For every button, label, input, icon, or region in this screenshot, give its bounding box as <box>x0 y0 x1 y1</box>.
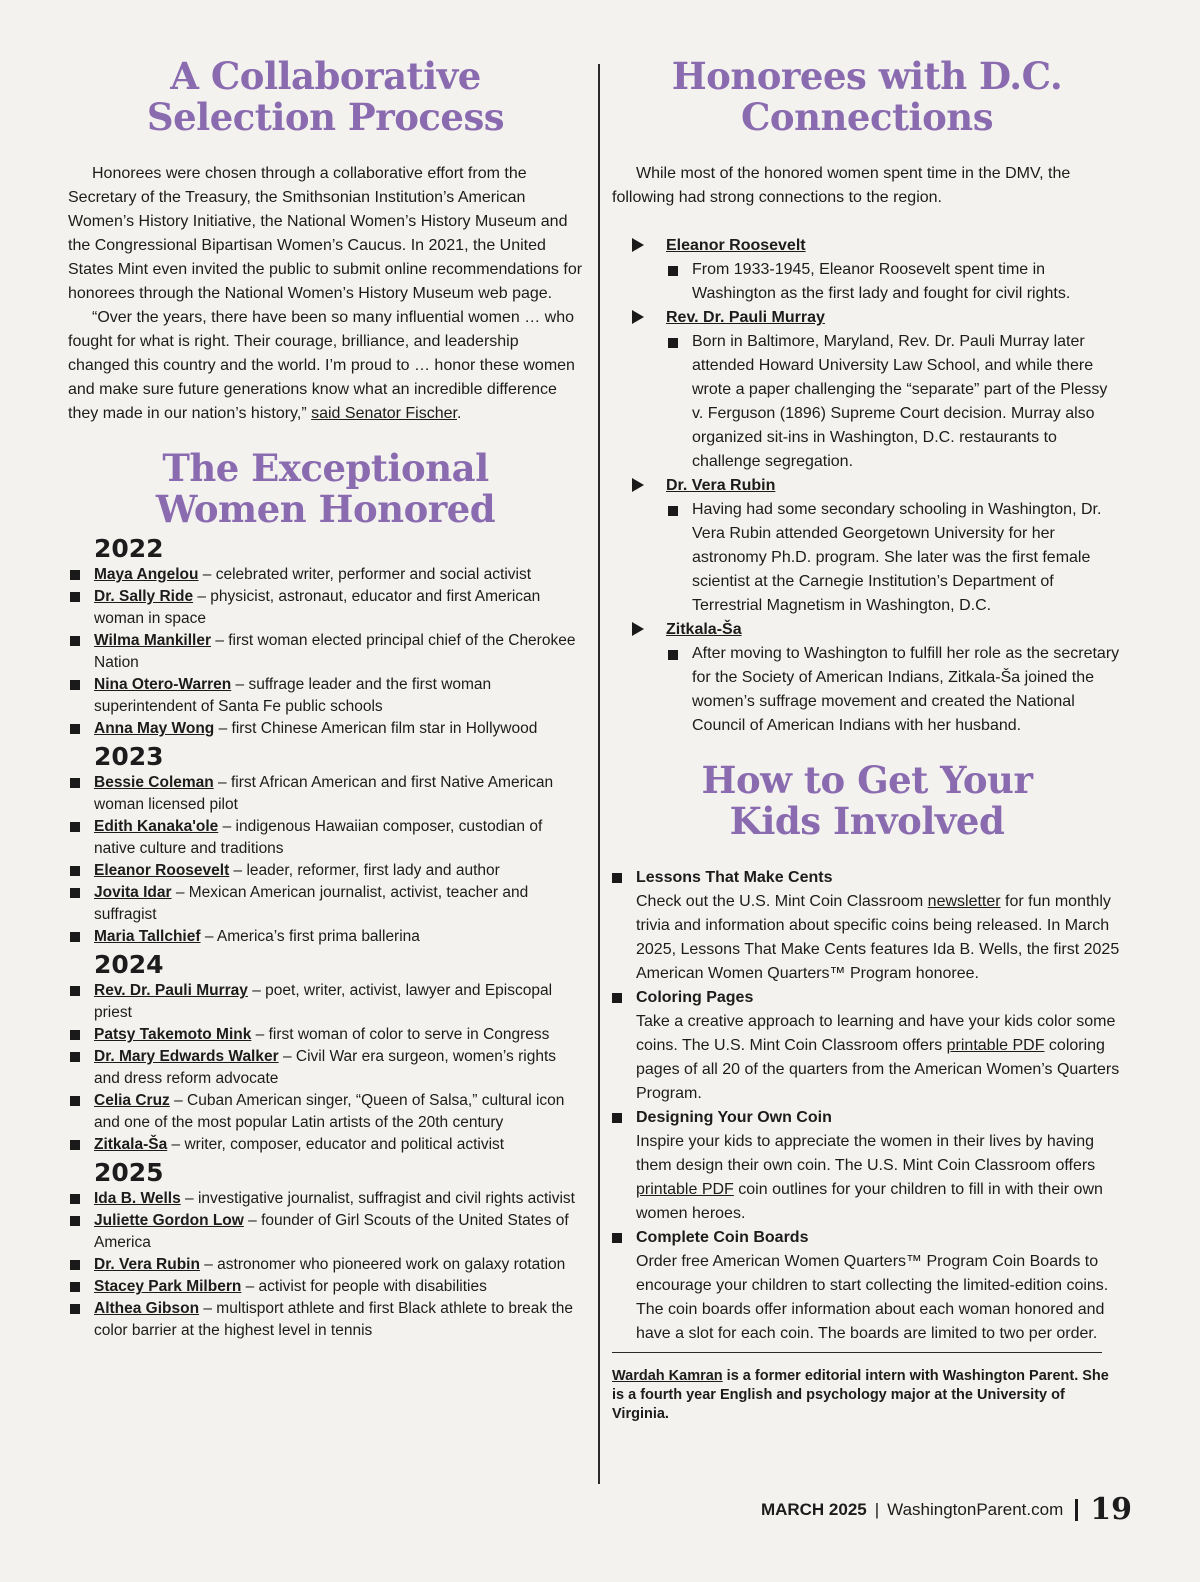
triangle-bullet-icon <box>632 478 644 492</box>
honoree-description: – indigenous Hawaiian composer, custodian of native culture and traditions <box>94 818 543 857</box>
heading-line: Kids Involved <box>729 799 1005 843</box>
honoree-name-link[interactable]: Rev. Dr. Pauli Murray <box>94 982 248 999</box>
honoree-description: – suffrage leader and the first woman superintendent of Santa Fe public schools <box>94 676 492 715</box>
honoree-item <box>68 1210 583 1254</box>
kids-activity-item <box>612 1226 1122 1346</box>
dc-intro: While most of the honored women spent time in the DMV, the following had strong connections to the region. <box>612 165 1071 206</box>
selection-paragraph <box>68 162 583 306</box>
square-bullet-icon <box>612 993 622 1003</box>
honoree-item <box>68 564 583 586</box>
square-bullet-icon <box>70 592 80 602</box>
connection-detail <box>666 258 1122 306</box>
connection-detail <box>666 642 1122 738</box>
square-bullet-icon <box>668 506 678 516</box>
section-heading-honored <box>68 448 583 530</box>
year-heading: 2022 <box>94 534 164 563</box>
square-bullet-icon <box>70 888 80 898</box>
author-bio <box>612 1367 1122 1424</box>
dc-connections-list <box>612 234 1122 738</box>
honoree-list <box>68 1188 583 1342</box>
author-bio-text: is a former editorial intern with Washington Parent. She is a fourth year English and psychology major at the University of Virginia. <box>612 1368 1109 1422</box>
honoree-name-link[interactable]: Maya Angelou <box>94 566 199 583</box>
honoree-description: – astronomer who pioneered work on galaxy rotation <box>199 1256 566 1273</box>
square-bullet-icon <box>70 1096 80 1106</box>
activity-link[interactable]: printable PDF <box>946 1037 1045 1054</box>
honoree-name-link[interactable]: Eleanor Roosevelt <box>94 862 230 879</box>
square-bullet-icon <box>668 266 678 276</box>
connection-detail <box>666 330 1122 474</box>
dc-connection-item <box>612 618 1122 738</box>
kids-activity-item <box>612 986 1122 1106</box>
square-bullet-icon <box>70 724 80 734</box>
honoree-name-link[interactable]: Nina Otero-Warren <box>94 676 232 693</box>
honoree-item <box>68 980 583 1024</box>
honoree-description: – America’s first prima ballerina <box>200 928 420 945</box>
honoree-description: – writer, composer, educator and political activist <box>167 1136 505 1153</box>
honoree-name-link[interactable]: Juliette Gordon Low <box>94 1212 244 1229</box>
honoree-item <box>68 1046 583 1090</box>
square-bullet-icon <box>70 1052 80 1062</box>
honoree-list <box>68 772 583 948</box>
activity-description <box>636 890 1122 986</box>
honoree-name-link[interactable]: Maria Tallchief <box>94 928 201 945</box>
honoree-description: – Civil War era surgeon, women’s rights and dress reform advocate <box>94 1048 557 1087</box>
honoree-description: – first woman elected principal chief of the Cherokee Nation <box>94 632 576 671</box>
honoree-description: – activist for people with disabilities <box>241 1278 487 1295</box>
honoree-description: – first woman of color to serve in Congress <box>251 1026 550 1043</box>
activity-text: Check out the U.S. Mint Coin Classroom <box>636 893 928 910</box>
honoree-name-link[interactable]: Dr. Vera Rubin <box>94 1256 200 1273</box>
section-heading-selection <box>68 56 583 138</box>
activity-text: Take a creative approach to learning and have your kids color some coins. The U.S. Mint Coin Classroom offers <box>636 1013 1116 1054</box>
honoree-name-link[interactable]: Patsy Takemoto Mink <box>94 1026 252 1043</box>
honoree-item <box>68 586 583 630</box>
honoree-item <box>68 1254 583 1276</box>
honoree-item <box>68 860 583 882</box>
square-bullet-icon <box>70 1304 80 1314</box>
connection-name-link[interactable]: Zitkala-Ša <box>666 621 742 638</box>
honoree-name-link[interactable]: Stacey Park Milbern <box>94 1278 242 1295</box>
honoree-description: – founder of Girl Scouts of the United States of America <box>94 1212 569 1251</box>
activity-description <box>636 1010 1122 1106</box>
kids-activity-item <box>612 1106 1122 1226</box>
honoree-description: – leader, reformer, first lady and author <box>229 862 500 879</box>
honoree-name-link[interactable]: Althea Gibson <box>94 1300 200 1317</box>
honoree-description: – investigative journalist, suffragist and civil rights activist <box>180 1190 575 1207</box>
heading-line: Honorees with D.C. <box>671 54 1063 98</box>
year-heading: 2024 <box>94 950 164 979</box>
honoree-description: – Cuban American singer, “Queen of Salsa,” cultural icon and one of the most popular Latin artists of the 20th century <box>94 1092 565 1131</box>
honoree-years <box>68 534 583 1342</box>
honoree-name-link[interactable]: Ida B. Wells <box>94 1190 181 1207</box>
square-bullet-icon <box>70 778 80 788</box>
honoree-list <box>68 564 583 740</box>
honoree-name-link[interactable]: Wilma Mankiller <box>94 632 212 649</box>
quote-paragraph <box>68 306 583 426</box>
square-bullet-icon <box>612 873 622 883</box>
honoree-name-link[interactable]: Anna May Wong <box>94 720 215 737</box>
honoree-item <box>68 1188 583 1210</box>
activity-text: coloring pages of all 20 of the quarters from the American Women’s Quarters Program. <box>636 1037 1120 1102</box>
dc-connection-item <box>612 306 1122 474</box>
square-bullet-icon <box>668 338 678 348</box>
paragraph-text: “Over the years, there have been so many influential women … who fought for what is right. Their courage, brilliance, and leadership changed this country and the world. I’m proud to … honor these women and make sure future generations know what an incredible difference they made in our nation’s history,” <box>68 309 575 422</box>
square-bullet-icon <box>70 636 80 646</box>
heading-line: A Collaborative <box>170 54 481 98</box>
activity-title: Designing Your Own Coin <box>636 1109 832 1126</box>
square-bullet-icon <box>70 570 80 580</box>
square-bullet-icon <box>70 932 80 942</box>
honoree-description: – first Chinese American film star in Hollywood <box>214 720 538 737</box>
honoree-item <box>68 1090 583 1134</box>
section-heading-dc <box>612 56 1122 138</box>
honoree-item <box>68 1298 583 1342</box>
square-bullet-icon <box>70 1030 80 1040</box>
square-bullet-icon <box>70 866 80 876</box>
triangle-bullet-icon <box>632 238 644 252</box>
honoree-item <box>68 1134 583 1156</box>
heading-line: How to Get Your <box>701 758 1033 802</box>
honoree-name-link[interactable]: Jovita Idar <box>94 884 172 901</box>
kids-activity-item <box>612 866 1122 986</box>
activity-text: Order free American Women Quarters™ Program Coin Boards to encourage your children to start collecting the limited-edition coins. The coin boards offer information about each woman honored and have a slot for each coin. The boards are limited to two per order. <box>636 1253 1109 1342</box>
heading-line: Connections <box>740 95 994 139</box>
honoree-item <box>68 816 583 860</box>
connection-name-link[interactable]: Dr. Vera Rubin <box>666 477 776 494</box>
footer-site: WashingtonParent.com <box>887 1499 1064 1519</box>
bio-rule <box>612 1352 1102 1353</box>
square-bullet-icon <box>612 1113 622 1123</box>
activity-text: Inspire your kids to appreciate the women in their lives by having them design their own coin. The U.S. Mint Coin Classroom offers <box>636 1133 1096 1174</box>
honoree-description: – celebrated writer, performer and social activist <box>198 566 532 583</box>
honoree-item <box>68 630 583 674</box>
dc-connection-item <box>612 474 1122 618</box>
connection-name-link[interactable]: Rev. Dr. Pauli Murray <box>666 309 825 326</box>
square-bullet-icon <box>612 1233 622 1243</box>
column-divider <box>598 64 600 1484</box>
activity-link[interactable]: newsletter <box>927 893 1001 910</box>
honoree-name-link[interactable]: Edith Kanaka'ole <box>94 818 219 835</box>
honoree-item <box>68 882 583 926</box>
activity-text: for fun monthly trivia and information about specific coins being released. In March 2025, Lessons That Make Cents features Ida B. Wells, the first 2025 American Women Quarters™ Program honoree. <box>636 893 1120 982</box>
honoree-description: – multisport athlete and first Black athlete to break the color barrier at the highest level in tennis <box>94 1300 574 1339</box>
square-bullet-icon <box>70 1216 80 1226</box>
connection-name-link[interactable]: Eleanor Roosevelt <box>666 237 806 254</box>
year-heading: 2023 <box>94 742 164 771</box>
honoree-description: – poet, writer, activist, lawyer and Episcopal priest <box>94 982 553 1021</box>
honoree-name-link[interactable]: Celia Cruz <box>94 1092 170 1109</box>
square-bullet-icon <box>668 650 678 660</box>
connection-detail <box>666 498 1122 618</box>
square-bullet-icon <box>70 1140 80 1150</box>
connection-text: Having had some secondary schooling in Washington, Dr. Vera Rubin attended Georgetown University for her astronomy Ph.D. program. She later was the first female scientist at the Carnegie Institution’s Department of Terrestrial Magnetism in Washington, D.C. <box>692 501 1102 614</box>
footer-bar <box>1075 1499 1078 1521</box>
activity-description <box>636 1130 1122 1226</box>
triangle-bullet-icon <box>632 622 644 636</box>
square-bullet-icon <box>70 1194 80 1204</box>
dc-connection-item <box>612 234 1122 306</box>
honoree-description: – first African American and first Native American woman licensed pilot <box>94 774 554 813</box>
connection-text: Born in Baltimore, Maryland, Rev. Dr. Pauli Murray later attended Howard University Law School, and while there wrote a paper challenging the “separate” part of the Plessy v. Ferguson (1896) Supreme Court decision. Murray also organized sit-ins in Washington, D.C. restaurants to challenge segregation. <box>692 333 1108 470</box>
footer-separator: | <box>874 1499 880 1519</box>
square-bullet-icon <box>70 986 80 996</box>
triangle-bullet-icon <box>632 310 644 324</box>
year-heading: 2025 <box>94 1158 164 1187</box>
square-bullet-icon <box>70 822 80 832</box>
honoree-list <box>68 980 583 1156</box>
honoree-description: – Mexican American journalist, activist, teacher and suffragist <box>94 884 529 923</box>
kids-list <box>612 866 1122 1346</box>
paragraph-end: . <box>456 405 462 422</box>
honoree-name-link[interactable]: Dr. Mary Edwards Walker <box>94 1048 279 1065</box>
connection-text: From 1933-1945, Eleanor Roosevelt spent time in Washington as the first lady and fought for civil rights. <box>692 261 1071 302</box>
heading-line: Women Honored <box>155 487 496 531</box>
square-bullet-icon <box>70 1282 80 1292</box>
heading-line: Selection Process <box>146 95 505 139</box>
heading-line: The Exceptional <box>162 446 489 490</box>
left-column <box>68 0 583 1342</box>
right-column <box>612 0 1122 1424</box>
honoree-item <box>68 926 583 948</box>
section-heading-kids <box>612 760 1122 842</box>
square-bullet-icon <box>70 680 80 690</box>
honoree-name-link[interactable]: Zitkala-Ša <box>94 1136 168 1153</box>
author-link[interactable]: Wardah Kamran <box>612 1368 723 1384</box>
activity-description <box>636 1250 1122 1346</box>
activity-title: Complete Coin Boards <box>636 1229 809 1246</box>
honoree-description: – physicist, astronaut, educator and first American woman in space <box>94 588 541 627</box>
footer-month: MARCH 2025 <box>760 1499 867 1519</box>
honoree-item <box>68 718 583 740</box>
honoree-item <box>68 674 583 718</box>
honoree-name-link[interactable]: Dr. Sally Ride <box>94 588 194 605</box>
paragraph-text: Honorees were chosen through a collaborative effort from the Secretary of the Treasury, the Smithsonian Institution’s American Women’s History Initiative, the National Women’s History Museum and the Congressional Bipartisan Women’s Caucus. In 2021, the United States Mint even invited the public to submit online recommendations for honorees through the National Women’s History Museum web page. <box>68 165 583 302</box>
page-footer <box>761 1492 1132 1527</box>
square-bullet-icon <box>70 1260 80 1270</box>
said-senator-link[interactable]: said Senator Fischer <box>311 405 457 422</box>
activity-text: coin outlines for your children to fill in with their own women heroes. <box>636 1181 1103 1222</box>
page-number: 19 <box>1090 1492 1132 1527</box>
honoree-name-link[interactable]: Bessie Coleman <box>94 774 214 791</box>
activity-link[interactable]: printable PDF <box>636 1181 734 1198</box>
connection-text: After moving to Washington to fulfill her role as the secretary for the Society of American Indians, Zitkala-Ša joined the women’s suffrage movement and created the National Council of American Indians with her husband. <box>692 645 1120 734</box>
activity-title: Lessons That Make Cents <box>636 869 833 886</box>
honoree-item <box>68 1024 583 1046</box>
honoree-item <box>68 772 583 816</box>
activity-title: Coloring Pages <box>636 989 754 1006</box>
honoree-item <box>68 1276 583 1298</box>
